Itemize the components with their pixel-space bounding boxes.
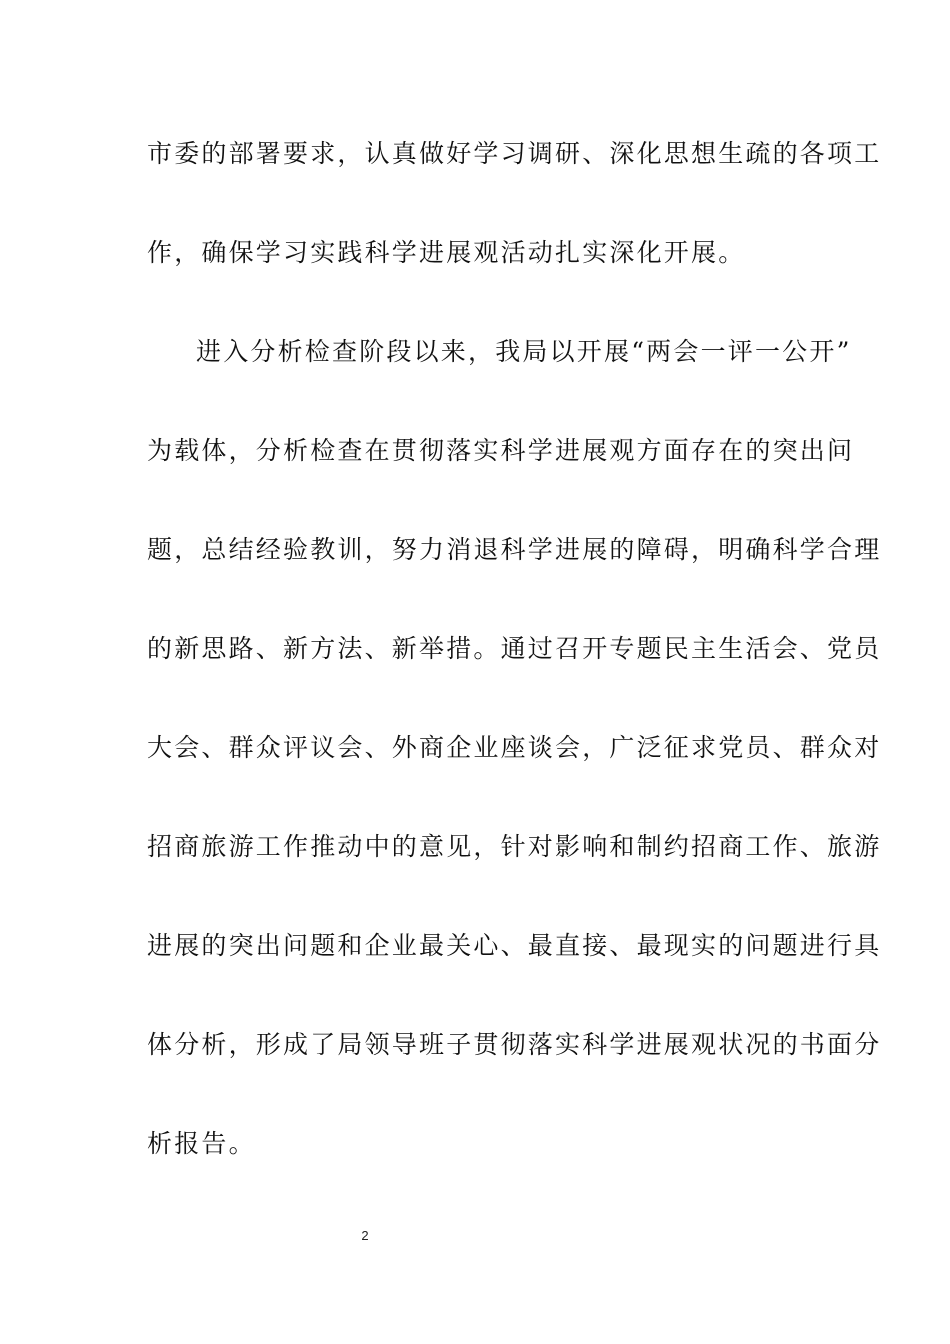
paragraph-line: 进入分析检查阶段以来，我局以开展“两会一评一公开” — [196, 337, 852, 366]
paragraph-line: 作，确保学习实践科学进展观活动扎实深化开展。 — [147, 238, 746, 267]
paragraph-line: 为载体，分析检查在贯彻落实科学进展观方面存在的突出问 — [147, 436, 855, 465]
paragraph-line: 的新思路、新方法、新举措。通过召开专题民主生活会、党员 — [147, 634, 882, 663]
paragraph-line: 题，总结经验教训，努力消退科学进展的障碍，明确科学合理 — [147, 535, 882, 564]
paragraph-line: 市委的部署要求，认真做好学习调研、深化思想生疏的各项工 — [147, 139, 882, 168]
paragraph-line: 体分析，形成了局领导班子贯彻落实科学进展观状况的书面分 — [147, 1030, 882, 1059]
paragraph-line: 析报告。 — [147, 1129, 256, 1158]
paragraph-line: 进展的突出问题和企业最关心、最直接、最现实的问题进行具 — [147, 931, 882, 960]
paragraph-line: 招商旅游工作推动中的意见，针对影响和制约招商工作、旅游 — [147, 832, 882, 861]
page-number: 2 — [361, 1228, 369, 1243]
paragraph-line: 大会、群众评议会、外商企业座谈会，广泛征求党员、群众对 — [147, 733, 882, 762]
